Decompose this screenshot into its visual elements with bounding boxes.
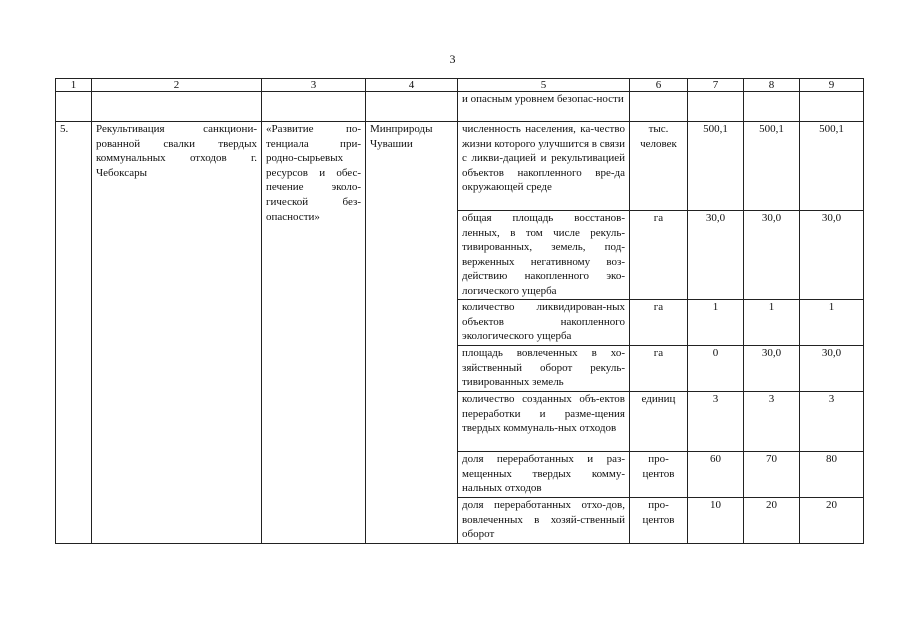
program-indicators-table	[55, 78, 864, 544]
task-name: Рекультивация санкциони-рованной свалки твердых коммунальных отходов г. Чебоксары	[92, 122, 262, 544]
indicator-value-2021: 30,0	[744, 211, 800, 300]
indicator-value-2020: 1	[688, 300, 744, 346]
indicator-name: количество ликвидирован-ных объектов накопленного экологического ущерба	[458, 300, 630, 346]
column-number: 6	[630, 79, 688, 92]
indicator-value-2021: 20	[744, 498, 800, 544]
column-number: 1	[56, 79, 92, 92]
indicator-value-2022: 500,1	[800, 122, 864, 211]
indicator-unit: га	[630, 346, 688, 392]
indicator-name: численность населения, ка-чество жизни которого улучшится в связи с ликви-дацией и рекультивацией объектов накопленного вре-да окружающей среде	[458, 122, 630, 211]
indicator-value-2021: 70	[744, 452, 800, 498]
indicator-value-2020: 10	[688, 498, 744, 544]
indicator-value-2021: 1	[744, 300, 800, 346]
indicator-value-2020: 500,1	[688, 122, 744, 211]
indicator-name: количество созданных объ-ектов переработки и разме-щения твердых коммуналь-ных отходов	[458, 392, 630, 452]
indicator-value-2022: 3	[800, 392, 864, 452]
indicator-unit: про-центов	[630, 452, 688, 498]
indicator-value-2022: 1	[800, 300, 864, 346]
column-number: 4	[366, 79, 458, 92]
indicator-unit: га	[630, 211, 688, 300]
indicator-value-2020: 30,0	[688, 211, 744, 300]
column-number: 5	[458, 79, 630, 92]
column-number: 9	[800, 79, 864, 92]
indicator-unit: га	[630, 300, 688, 346]
row-number: 5.	[56, 122, 92, 544]
indicator-value-2020: 3	[688, 392, 744, 452]
table-row	[56, 122, 864, 211]
indicator-unit: единиц	[630, 392, 688, 452]
column-number: 8	[744, 79, 800, 92]
continuation-row	[56, 92, 864, 122]
indicator-value-2022: 30,0	[800, 211, 864, 300]
indicator-name: доля переработанных и раз-мещенных твердых комму-нальных отходов	[458, 452, 630, 498]
program-name: «Развитие по-тенциала при-родно-сырьевых ресурсов и обес-печение эколо-гической без-опасности»	[262, 122, 366, 544]
indicator-value-2021: 3	[744, 392, 800, 452]
executor-name: Минприроды Чувашии	[366, 122, 458, 544]
indicator-value-2021: 500,1	[744, 122, 800, 211]
indicator-value-2022: 80	[800, 452, 864, 498]
indicator-value-2020: 0	[688, 346, 744, 392]
indicator-value-2022: 20	[800, 498, 864, 544]
column-numbers-row	[56, 79, 864, 92]
indicator-name: площадь вовлеченных в хо-зяйственный оборот рекуль-тивированных земель	[458, 346, 630, 392]
indicator-unit: про-центов	[630, 498, 688, 544]
indicator-value-2020: 60	[688, 452, 744, 498]
indicator-name: общая площадь восстанов-ленных, в том числе рекуль-тивированных, земель, под-верженных негативному воз-действию накопленного эко-логического ущерба	[458, 211, 630, 300]
indicator-value-2021: 30,0	[744, 346, 800, 392]
indicator-value-2022: 30,0	[800, 346, 864, 392]
page-number: 3	[449, 52, 456, 66]
column-number: 2	[92, 79, 262, 92]
continuation-text: и опасным уровнем безопас-ности	[458, 92, 630, 122]
indicator-unit: тыс. человек	[630, 122, 688, 211]
indicator-name: доля переработанных отхо-дов, вовлеченных в хозяй-ственный оборот	[458, 498, 630, 544]
column-number: 7	[688, 79, 744, 92]
column-number: 3	[262, 79, 366, 92]
